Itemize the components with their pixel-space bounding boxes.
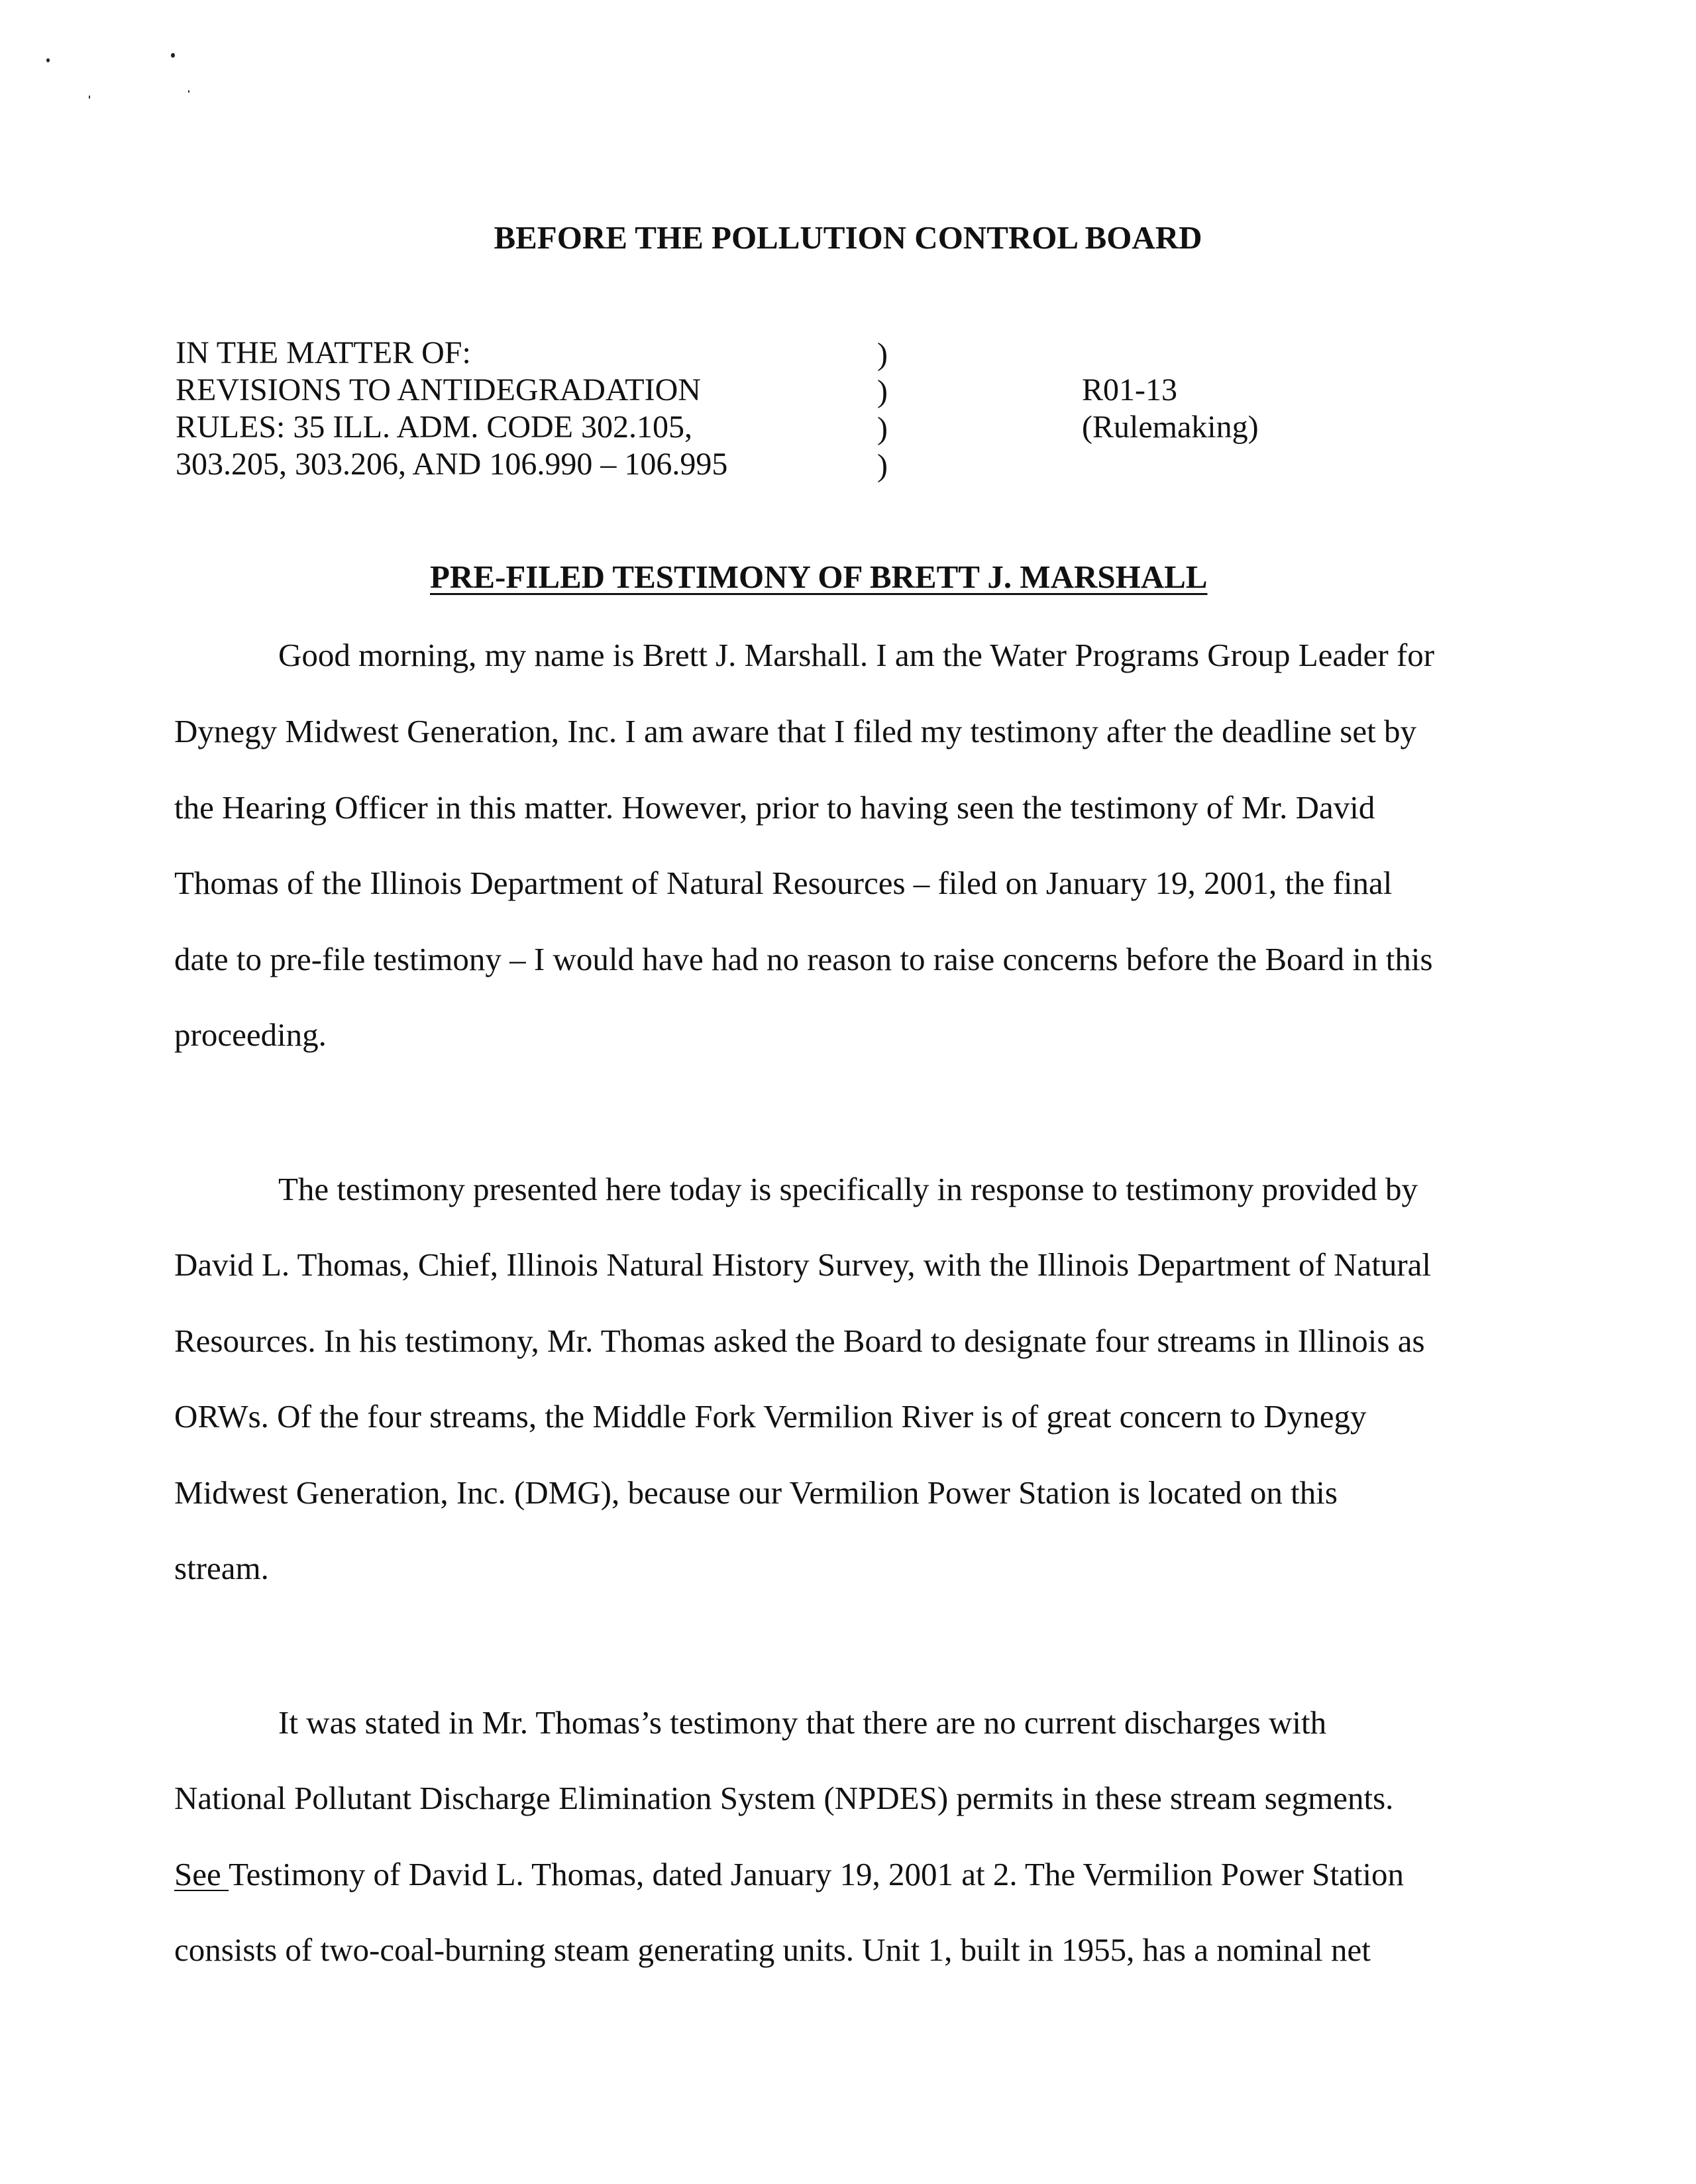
see-citation-signal: See [174,1856,229,1892]
paragraph-1-line: Dynegy Midwest Generation, Inc. I am aware that I filed my testimony after the deadline set by [174,713,1416,749]
scan-speck [171,53,175,58]
paragraph-2-line: Midwest Generation, Inc. (DMG), because our Vermilion Power Station is located on this [174,1474,1338,1511]
docket-type: (Rulemaking) [1082,410,1259,445]
caption-matter-line: IN THE MATTER OF: [176,335,471,370]
paragraph-2-line: Resources. In his testimony, Mr. Thomas asked the Board to designate four streams in Illinois as [174,1323,1425,1359]
caption-matter-line: 303.205, 303.206, AND 106.990 – 106.995 [176,447,728,482]
scan-speck [46,58,50,62]
testimony-title: PRE-FILED TESTIMONY OF BRETT J. MARSHALL [430,559,1208,595]
citation-text: Testimony of David L. Thomas, dated January 19, 2001 at 2. The Vermilion Power Station [229,1856,1404,1892]
paragraph-2-line: stream. [174,1550,269,1586]
paragraph-3-line: consists of two-coal-burning steam generating units. Unit 1, built in 1955, has a nominal net [174,1932,1371,1968]
scan-speck [188,90,189,93]
caption-paren: ) [877,411,888,446]
paragraph-1-line: Good morning, my name is Brett J. Marshall. I am the Water Programs Group Leader for [278,637,1435,673]
paragraph-1-line: proceeding. [174,1016,327,1053]
caption-paren: ) [877,448,888,483]
docket-number: R01-13 [1082,372,1177,408]
scan-speck [89,95,90,99]
paragraph-3-line: National Pollutant Discharge Elimination System (NPDES) permits in these stream segments. [174,1780,1394,1816]
paragraph-1-line: date to pre-file testimony – I would have had no reason to raise concerns before the Board in this [174,941,1433,977]
paragraph-1-line: the Hearing Officer in this matter. However, prior to having seen the testimony of Mr. David [174,789,1375,826]
caption-matter-line: RULES: 35 ILL. ADM. CODE 302.105, [176,410,692,445]
paragraph-1-line: Thomas of the Illinois Department of Natural Resources – filed on January 19, 2001, the final [174,865,1393,901]
caption-paren: ) [877,337,888,372]
paragraph-2-line: David L. Thomas, Chief, Illinois Natural History Survey, with the Illinois Department of Natural [174,1246,1432,1283]
paragraph-2-line: ORWs. Of the four streams, the Middle Fork Vermilion River is of great concern to Dynegy [174,1398,1367,1435]
court-heading: BEFORE THE POLLUTION CONTROL BOARD [494,219,1202,256]
paragraph-3-line [174,1855,1404,1894]
caption-matter-line: REVISIONS TO ANTIDEGRADATION [176,372,701,408]
paragraph-3-line: It was stated in Mr. Thomas’s testimony that there are no current discharges with [278,1704,1327,1741]
paragraph-2-line: The testimony presented here today is specifically in response to testimony provided by [278,1171,1418,1207]
caption-paren: ) [877,374,888,409]
